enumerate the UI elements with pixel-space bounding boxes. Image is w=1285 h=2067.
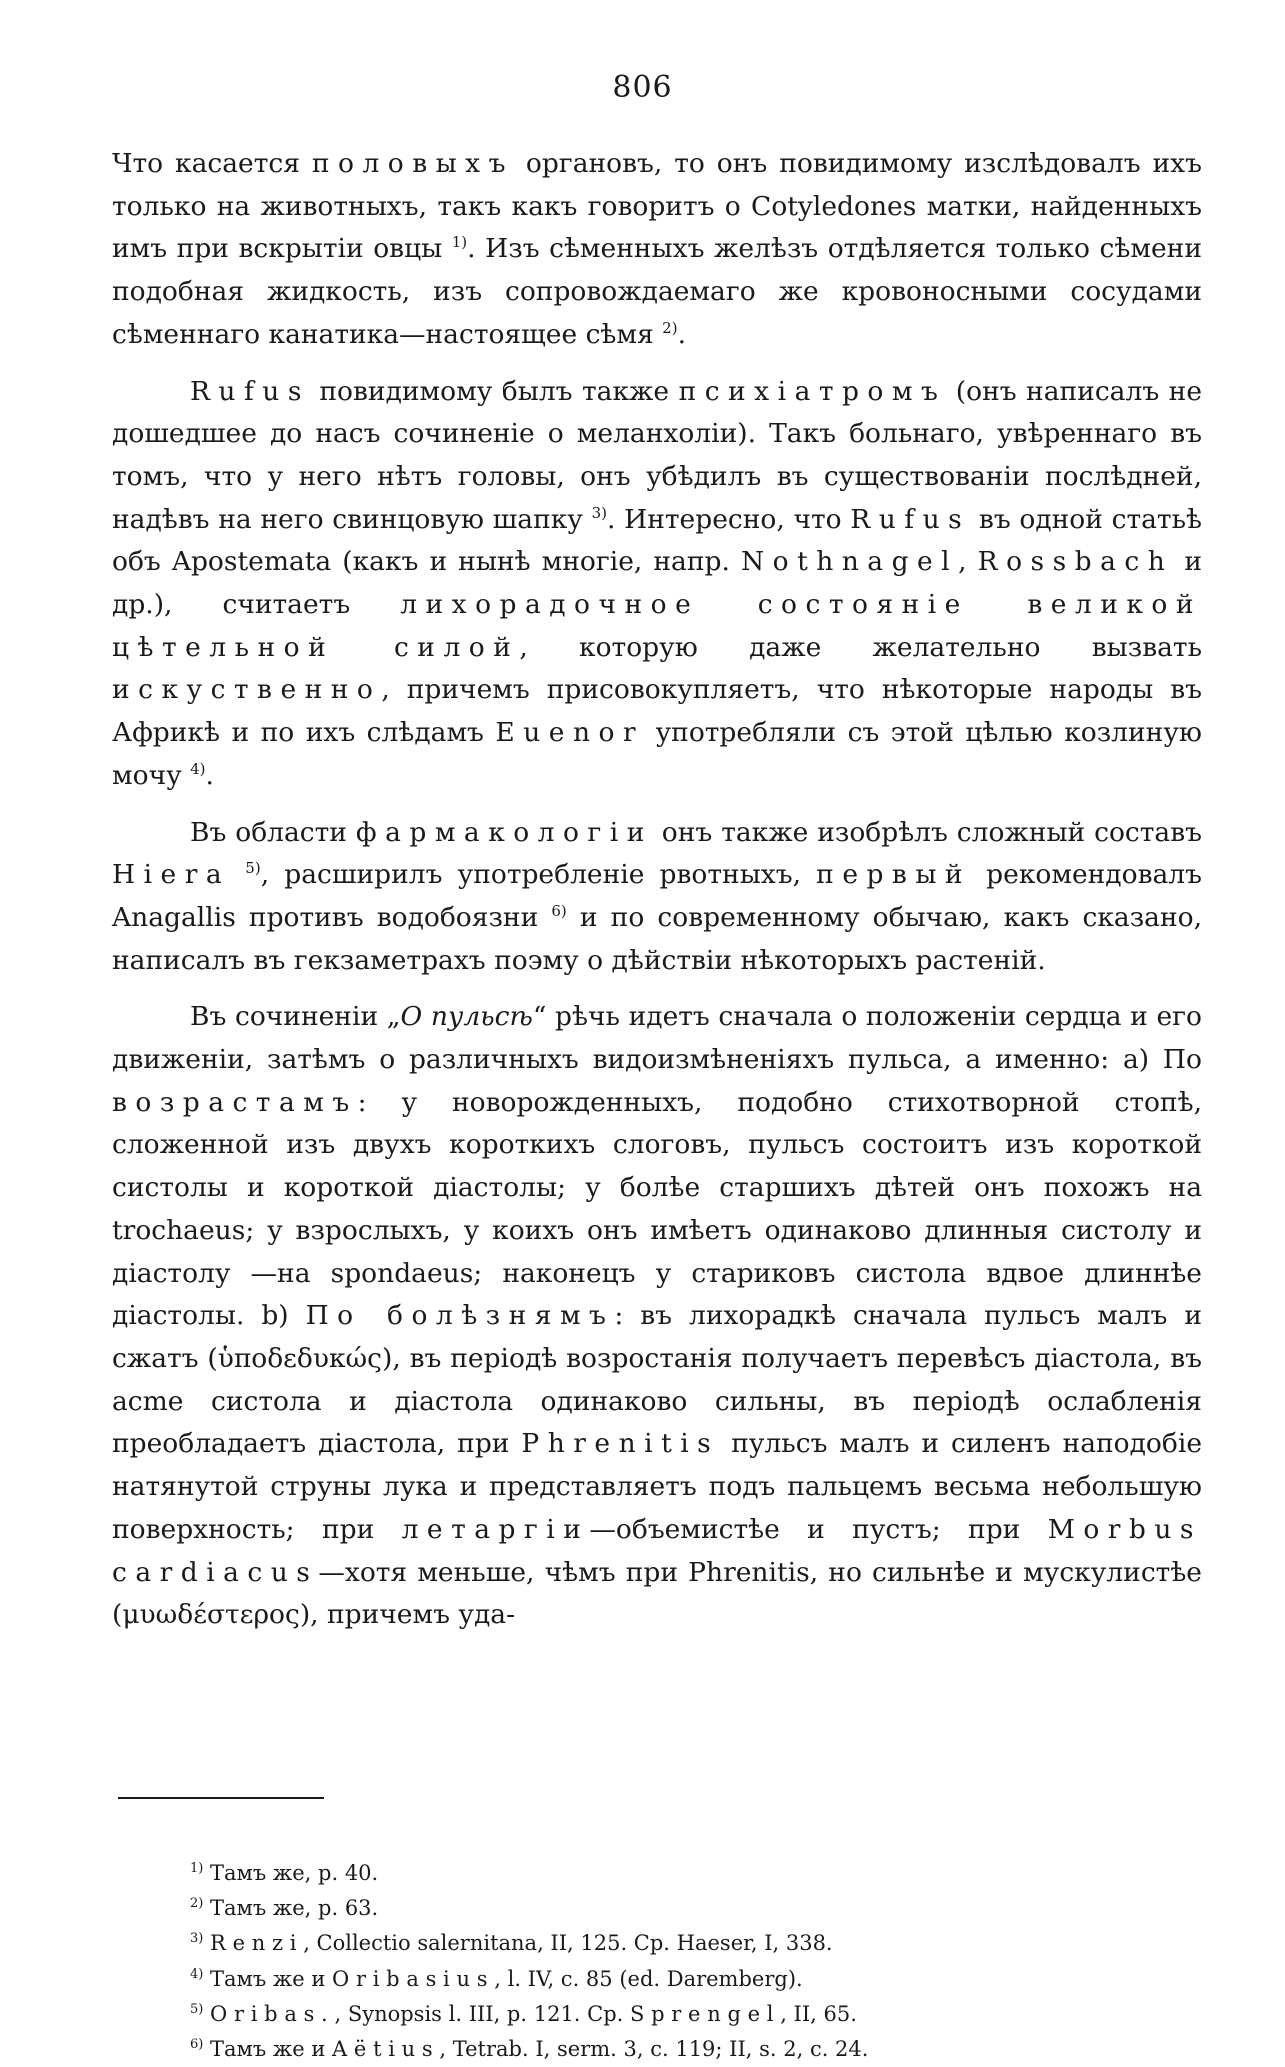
- text-run: , Collectio salernitana, II, 125. Cp. Haeser, I, 338.: [303, 1931, 833, 1956]
- spaced-emphasis: Rufus: [850, 503, 971, 535]
- text-run: Тамъ же, p. 40.: [210, 1861, 379, 1885]
- text-run: , II, 65.: [780, 2001, 857, 2026]
- footnote-divider: [118, 1797, 324, 1799]
- text-run: : въ лихорадкѣ сначала пульсъ малъ и сжатъ (ὑποδεδυκώς), въ періодѣ возростанія получаетъ перевѣсъ діастола, въ acme систола и діастола одинаково сильны, въ періодѣ ослабленія преобладаетъ діастола, при: [112, 1300, 1203, 1460]
- paragraph-3: [112, 812, 1202, 983]
- text-run: “ рѣчь идетъ сначала о положеніи сердца и его движеніи, затѣмъ о различныхъ видоизмѣненіяхъ пульса, а именно: a) По: [112, 1001, 1202, 1076]
- paragraph-4: [112, 996, 1202, 1637]
- spaced-emphasis: Morbus cardiacus: [112, 1513, 1202, 1588]
- footnote-ref: 4): [190, 760, 206, 779]
- page-number: 806: [612, 70, 673, 105]
- footnote-ref: 5): [245, 859, 261, 878]
- footnote-4: [190, 1962, 1140, 1997]
- footnote-ref: 2): [662, 318, 678, 337]
- text-run: , Tetrab. I, serm. 3, c. 119; II, s. 2, c. 24.: [439, 2037, 869, 2062]
- text-run: онъ также изобрѣлъ сложный составъ: [652, 816, 1202, 848]
- footnote-3: [190, 1926, 1140, 1961]
- footnote-ref: 6): [551, 902, 567, 921]
- text-run: рекомендовалъ Anagallis противъ водобоязни: [112, 859, 1202, 933]
- footnote-2: [190, 1891, 1140, 1926]
- text-run: и по современному обычаю, какъ сказано, написалъ въ гекзаметрахъ поэму о дѣйствіи нѣкоторыхъ растеній.: [112, 901, 1202, 976]
- text-run: пульсъ малъ и силенъ наподобіе натянутой струны лука и представляетъ подъ пальцемъ весьма небольшую поверхность; при: [112, 1428, 1203, 1545]
- text-run: Въ области: [190, 816, 356, 848]
- footnote-mark: 1): [190, 1861, 204, 1876]
- spaced-emphasis: Euenor: [495, 717, 645, 749]
- text-run: повидимому былъ также: [309, 375, 679, 407]
- text-run: Тамъ же и: [210, 1966, 333, 1991]
- spaced-emphasis: первый: [816, 859, 972, 891]
- text-run: , Synopsis l. III, p. 121. Cp.: [334, 2001, 631, 2026]
- text-run: ,: [958, 546, 978, 578]
- spaced-emphasis: Rossbach: [977, 546, 1174, 578]
- footnote-mark: 6): [190, 2037, 204, 2053]
- text-run: Что касается: [112, 148, 312, 179]
- spaced-emphasis: фармакологіи: [355, 816, 653, 848]
- text-run: .: [677, 318, 686, 350]
- text-run: Тамъ же, p. 63.: [210, 1896, 379, 1921]
- paragraph-2: [112, 371, 1202, 798]
- text-run: .: [205, 759, 214, 791]
- spaced-emphasis: Phrenitis: [521, 1428, 720, 1460]
- footnote-ref: 3): [591, 503, 607, 522]
- spaced-emphasis: Renzi: [210, 1931, 304, 1956]
- spaced-emphasis: По болѣзнямъ: [305, 1300, 615, 1332]
- spaced-emphasis: Hiera: [112, 859, 231, 891]
- spaced-emphasis: половыхъ: [311, 148, 514, 179]
- spaced-emphasis: Rufus: [190, 375, 310, 407]
- text-run: —объемистѣе и пустъ; при: [589, 1513, 1048, 1545]
- text-run: органовъ, то онъ повидимому изслѣдовалъ ихъ только на животныхъ, такъ какъ говоритъ о Cotyledones матки, найденныхъ имъ при вскрытіи овцы: [112, 148, 1202, 265]
- body-text: [112, 143, 1202, 1651]
- spaced-emphasis: Aëtius: [332, 2037, 440, 2062]
- text-run: (онъ написалъ не дошедшее до насъ сочиненіе о меланхоліи). Такъ больнаго, увѣреннаго въ томъ, что у него нѣтъ головы, онъ убѣдилъ въ существованіи послѣдней, надѣвъ на него свинцовую шапку: [112, 375, 1202, 535]
- footnote-1: [190, 1856, 1140, 1891]
- text-run: . Интересно, что: [607, 503, 851, 535]
- text-run: , расширилъ употребленіе рвотныхъ,: [260, 859, 817, 891]
- text-run: : у новорожденныхъ, подобно стихотворной стопѣ, сложенной изъ двухъ короткихъ слоговъ, пульсъ состоитъ изъ короткой систолы и короткой діастолы; у болѣе старшихъ дѣтей онъ похожъ на trochaeus; у взрослыхъ, у коихъ онъ имѣетъ одинаково длинныя систолу и діастолу —на spondaeus; наконецъ у стариковъ систола вдвое длиннѣе діастолы. b): [112, 1086, 1202, 1332]
- text-run: —хотя меньше, чѣмъ при Phrenitis, но сильнѣе и мускулистѣе (μυωδέστερος), причемъ уда-: [112, 1556, 1202, 1631]
- footnotes: [190, 1856, 1140, 2067]
- text-run: . Изъ сѣменныхъ желѣзъ отдѣляется только сѣмени подобная жидкость, изъ сопровождаемаго же кровоносными сосудами сѣменнаго канатика—настоящее сѣмя: [112, 233, 1202, 350]
- spaced-emphasis: искуственно: [112, 674, 382, 706]
- spaced-emphasis: Sprengel: [630, 2001, 781, 2026]
- spaced-emphasis: психіатромъ: [678, 375, 947, 407]
- footnote-mark: 2): [190, 1896, 204, 1912]
- text-run: Тамъ же и: [210, 2037, 333, 2062]
- text-run: Въ сочиненіи „: [190, 1001, 401, 1033]
- spaced-emphasis: Oribas.: [210, 2001, 335, 2026]
- text-run: и др.), считаетъ: [112, 546, 1202, 621]
- footnote-mark: 5): [190, 2001, 204, 2017]
- text-run: [230, 859, 245, 890]
- text-run: , которую даже желательно вызвать: [519, 631, 1202, 663]
- text-run: , l. IV, c. 85 (ed. Daremberg).: [494, 1966, 803, 1991]
- italic-title: О пульсѣ: [400, 1001, 533, 1033]
- footnote-ref: 1): [451, 233, 468, 252]
- spaced-emphasis: возрастамъ: [112, 1086, 358, 1118]
- spaced-emphasis: Nothnagel: [740, 546, 959, 578]
- footnote-mark: 4): [190, 1966, 204, 1982]
- spaced-emphasis: летаргіи: [401, 1513, 590, 1545]
- spaced-emphasis: лихорадочное состояніе великой цѣтельной силой: [112, 589, 1202, 663]
- footnote-mark: 3): [190, 1931, 204, 1947]
- spaced-emphasis: Oribasius: [332, 1966, 495, 1991]
- text-run: употребляли съ этой цѣлью козлиную мочу: [112, 717, 1202, 791]
- text-run: въ одной статьѣ объ Apostemata (какъ и нынѣ многіе, напр.: [112, 503, 1202, 578]
- text-run: , причемъ присовокупляетъ, что нѣкоторые народы въ Африкѣ и по ихъ слѣдамъ: [112, 674, 1202, 749]
- paragraph-1: [112, 143, 1202, 357]
- footnote-5: [190, 1997, 1140, 2032]
